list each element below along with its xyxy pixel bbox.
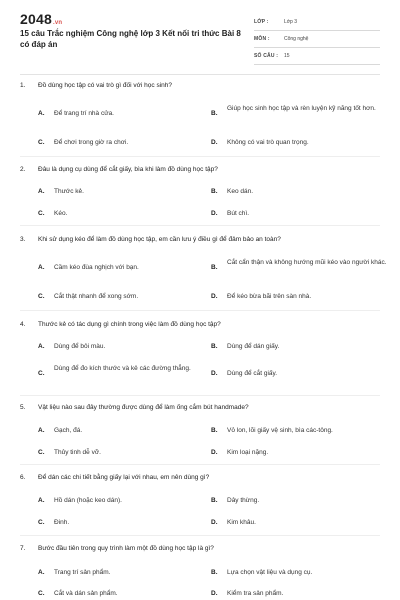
question-prompt: Bước đầu tiên trong quy trình làm một đồ dùng học tập là gì? bbox=[38, 545, 214, 552]
option-text: Kéo. bbox=[54, 210, 68, 217]
logo-text: 2048 bbox=[20, 11, 52, 27]
option-letter: A. bbox=[38, 497, 45, 504]
question-prompt: Khi sử dụng kéo để làm đồ dùng học tập, em cần lưu ý điều gì để đảm bảo an toàn? bbox=[38, 236, 281, 243]
option-letter: A. bbox=[38, 188, 45, 195]
option-letter: C. bbox=[38, 519, 45, 526]
option-letter: C. bbox=[38, 210, 45, 217]
option-text: Lựa chọn vật liệu và dụng cụ. bbox=[227, 569, 313, 576]
meta-value: 15 bbox=[284, 53, 290, 59]
option-letter: A. bbox=[38, 110, 45, 117]
document-title: 15 câu Trắc nghiệm Công nghệ lớp 3 Kết nối tri thức Bài 8 có đáp án bbox=[20, 29, 241, 49]
question-number: 3. bbox=[20, 236, 26, 243]
option-text: Để chơi trong giờ ra chơi. bbox=[54, 139, 129, 146]
option-letter: D. bbox=[211, 210, 218, 217]
option-text: Bút chì. bbox=[227, 210, 250, 217]
logo-suffix: .vn bbox=[52, 20, 63, 26]
option-text: Hồ dán (hoặc keo dán). bbox=[54, 497, 122, 504]
meta-label: LỚP : bbox=[254, 19, 269, 25]
option-text: Cầm kéo đùa nghịch với bạn. bbox=[54, 264, 139, 271]
option-letter: B. bbox=[211, 343, 218, 350]
option-text: Dùng để bôi màu. bbox=[54, 343, 106, 350]
question-text bbox=[20, 474, 380, 482]
option-text: Để trang trí nhà cửa. bbox=[54, 110, 114, 117]
option-letter: A. bbox=[38, 569, 45, 576]
option-letter: D. bbox=[211, 293, 218, 300]
question-divider bbox=[20, 225, 380, 226]
option-letter: C. bbox=[38, 293, 45, 300]
option-text: Kim loại nặng. bbox=[227, 449, 269, 456]
question-text bbox=[20, 236, 380, 244]
option-text: Dùng để dán giấy. bbox=[227, 343, 280, 350]
question-divider bbox=[20, 395, 380, 396]
option-letter: B. bbox=[211, 264, 218, 271]
option-letter: D. bbox=[211, 519, 218, 526]
option-text: Cắt cẩn thận và không hướng mũi kéo vào người khác. bbox=[227, 259, 387, 266]
option-text: Thủy tinh dễ vỡ. bbox=[54, 449, 101, 456]
option-letter: C. bbox=[38, 590, 45, 597]
question-prompt: Vật liệu nào sau đây thường được dùng để làm ống cắm bút handmade? bbox=[38, 404, 249, 411]
option-letter: A. bbox=[38, 343, 45, 350]
option-letter: C. bbox=[38, 449, 45, 456]
option-text: Dây thừng. bbox=[227, 497, 260, 504]
question-text bbox=[20, 404, 380, 412]
option-letter: D. bbox=[211, 590, 218, 597]
question-prompt: Thước kẻ có tác dụng gì chính trong việc làm đồ dùng học tập? bbox=[38, 321, 221, 328]
meta-label: SỐ CÂU : bbox=[254, 53, 279, 59]
option-text: Để kéo bừa bãi trên sàn nhà. bbox=[227, 293, 312, 300]
option-letter: B. bbox=[211, 110, 218, 117]
meta-value: Lớp 3 bbox=[284, 19, 298, 25]
option-text: Không có vai trò quan trọng. bbox=[227, 139, 309, 146]
option-letter: C. bbox=[38, 139, 45, 146]
question-number: 2. bbox=[20, 166, 26, 173]
meta-label: MÔN : bbox=[254, 36, 270, 42]
option-text: Dùng để đo kích thước và kẻ các đường thẳng. bbox=[54, 365, 191, 372]
option-text: Keo dán. bbox=[227, 188, 254, 195]
option-letter: D. bbox=[211, 449, 218, 456]
question-prompt: Đâu là dụng cụ dùng để cắt giấy, bìa khi làm đồ dùng học tập? bbox=[38, 166, 218, 173]
option-letter: C. bbox=[38, 370, 45, 377]
option-letter: D. bbox=[211, 139, 218, 146]
option-letter: B. bbox=[211, 497, 218, 504]
question-text bbox=[20, 545, 380, 553]
question-divider bbox=[20, 464, 380, 465]
option-text: Giúp học sinh học tập và rèn luyện kỹ năng tốt hơn. bbox=[227, 105, 376, 112]
option-text: Trang trí sản phẩm. bbox=[54, 569, 111, 576]
question-number: 4. bbox=[20, 321, 26, 328]
question-text bbox=[20, 166, 380, 174]
question-prompt: Để dán các chi tiết bằng giấy lại với nhau, em nên dùng gì? bbox=[38, 474, 210, 481]
option-letter: A. bbox=[38, 264, 45, 271]
question-divider bbox=[20, 310, 380, 311]
option-text: Thước kẻ. bbox=[54, 188, 84, 195]
question-divider bbox=[20, 535, 380, 536]
option-text: Gạch, đá. bbox=[54, 427, 83, 434]
question-text bbox=[20, 82, 380, 90]
meta-value: Công nghệ bbox=[284, 36, 309, 42]
question-divider bbox=[20, 156, 380, 157]
option-letter: A. bbox=[38, 427, 45, 434]
option-letter: B. bbox=[211, 569, 218, 576]
question-number: 1. bbox=[20, 82, 26, 89]
option-text: Vỏ lon, lõi giấy vệ sinh, bìa các-tông. bbox=[227, 427, 333, 434]
option-letter: B. bbox=[211, 427, 218, 434]
question-prompt: Đồ dùng học tập có vai trò gì đối với học sinh? bbox=[38, 82, 172, 89]
question-text bbox=[20, 321, 380, 329]
option-text: Đinh. bbox=[54, 519, 70, 526]
option-letter: B. bbox=[211, 188, 218, 195]
option-text: Kim khâu. bbox=[227, 519, 256, 526]
option-text: Cắt thật nhanh để xong sớm. bbox=[54, 293, 139, 300]
question-number: 7. bbox=[20, 545, 26, 552]
option-text: Cắt và dán sản phẩm. bbox=[54, 590, 118, 597]
option-text: Kiểm tra sản phẩm. bbox=[227, 590, 284, 597]
option-letter: D. bbox=[211, 370, 218, 377]
option-text: Dùng để cắt giấy. bbox=[227, 370, 278, 377]
question-number: 6. bbox=[20, 474, 26, 481]
question-number: 5. bbox=[20, 404, 26, 411]
